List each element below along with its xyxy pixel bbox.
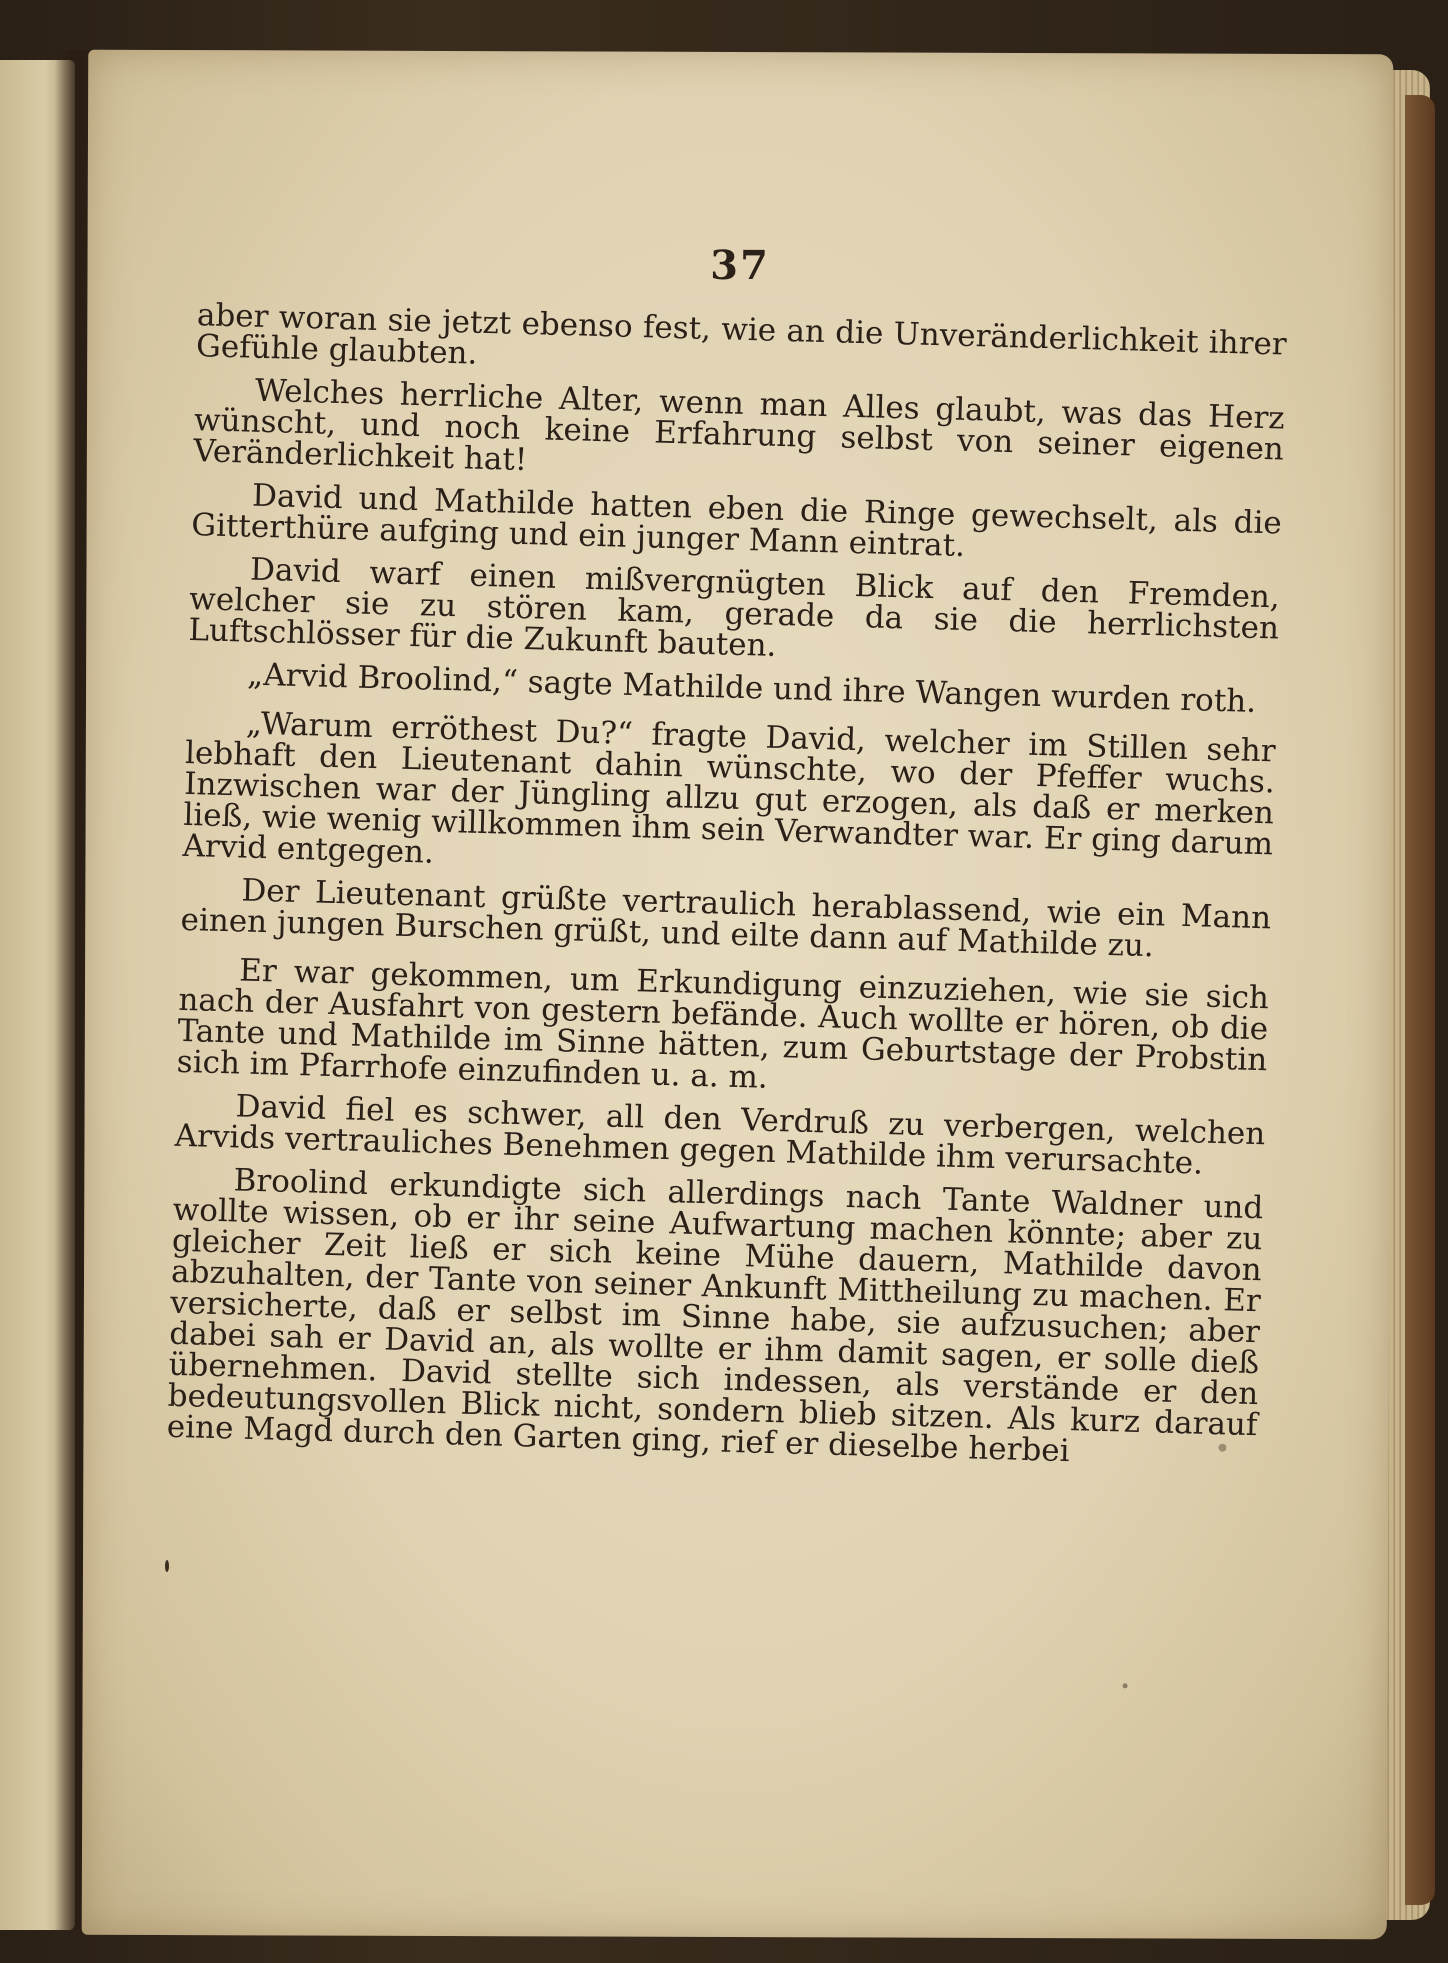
paragraph: David warf einen mißvergnügten Blick auf den Fremden, welcher sie zu stören kam, gerade da sie die herrlichsten Luftschlösser für die Zukunft bauten. [188,551,1281,664]
paragraph: aber woran sie jetzt ebenso fest, wie an die Unveränderlichkeit ihrer Gefühle glaubten. [195,297,1288,372]
ink-speck [1218,1444,1226,1452]
ink-speck [165,1560,169,1572]
paragraph: Der Lieutenant grüßte vertraulich herablassend, wie ein Mann einen jungen Burschen grüßt, und eilte dann auf Mathilde zu. [180,872,1272,965]
page-text [166,297,1288,1484]
paragraph: „Warum erröthest Du?“ fragte David, welcher im Stillen sehr lebhaft den Lieutenant dahin wünschte, wo der Pfeffer wuchs. Inzwischen war der Jüngling allzu gut erzogen, als daß er merken ließ, wie wenig willkommen ihm sein Verwandter war. Er ging darum Arvid entgegen. [182,705,1277,871]
paragraph: Welches herrliche Alter, wenn man Alles glaubt, was das Herz wünscht, und noch keine Erfahrung selbst von seiner eigenen Veränderlichkeit hat! [192,372,1286,479]
paragraph: David fiel es schwer, all den Verdruß zu verbergen, welchen Arvids vertrauliches Benehmen gegen Mathilde ihm verursachte. [174,1088,1266,1182]
paragraph: Er war gekommen, um Erkundigung einzuziehen, wie sie sich nach der Ausfahrt von gestern befände. Auch wollte er hören, ob die Tante und Mathilde im Sinne hätten, zum Geburtstage der Probstin sich im Pfarrhofe einzufinden u. a. m. [176,952,1270,1096]
paragraph: „Arvid Broolind,“ sagte Mathilde und ihre Wangen wurden roth. [246,656,1257,720]
page-number: 37 [710,241,770,290]
paragraph: David und Mathilde hatten eben die Ringe gewechselt, als die Gitterthüre aufging und ein junger Mann eintrat. [190,477,1283,564]
book-page [82,50,1394,1940]
book-cover-edge [1405,95,1435,1905]
ink-speck [1123,1683,1128,1688]
paragraph: Broolind erkundigte sich allerdings nach Tante Waldner und wollte wissen, ob er ihr seine Aufwartung machen könnte; aber zu gleicher Zeit ließ er sich keine Mühe dauern, Mathilde davon abzuhalten, der Tante von seiner Ankunft Mittheilung zu machen. Er versicherte, daß er selbst im Sinne habe, sie aufzusuchen; aber dabei sah er David an, als wollte er ihm damit sagen, er solle dieß übernehmen. David stellte sich indessen, als verstände er den bedeutungsvollen Blick nicht, sondern blieb sitzen. Als kurz darauf eine Magd durch den Garten ging, rief er dieselbe herbei [166,1162,1264,1470]
